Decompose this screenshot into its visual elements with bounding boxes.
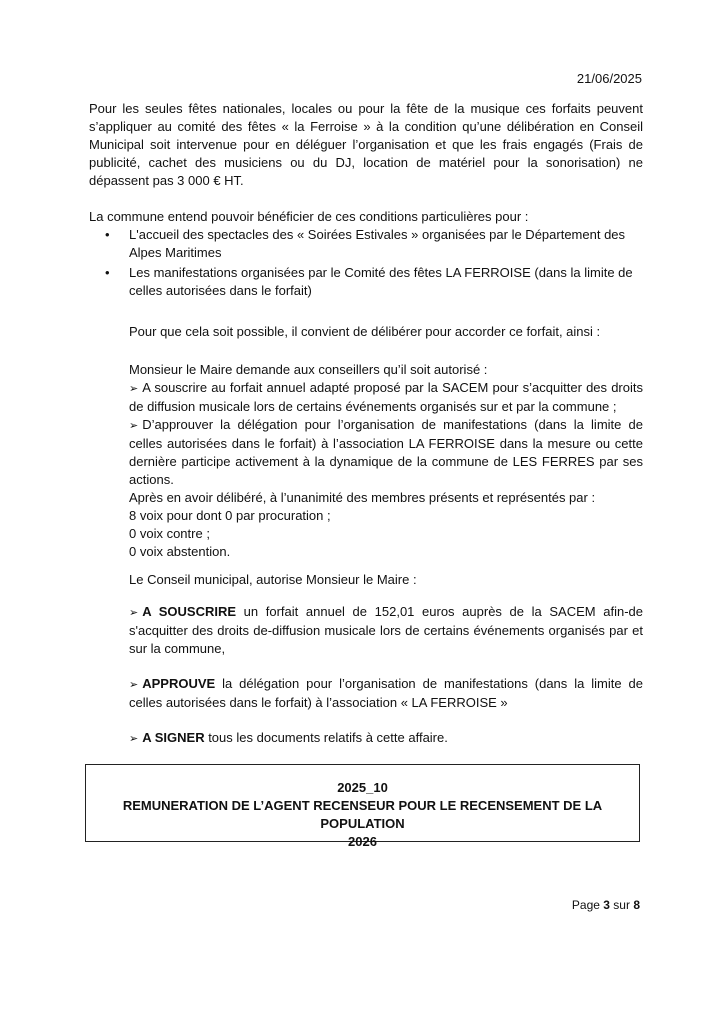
- vote-result: [129, 489, 643, 561]
- mayor-request-item: ➢ A souscrire au forfait annuel adapté proposé par la SACEM pour s’acquitter des droits de diffusion musicale lors de certains événements organisés sur et par la commune ;: [129, 380, 643, 414]
- list-item-text: L'accueil des spectacles des « Soirées Estivales » organisées par le Département des Alpes Maritimes: [129, 227, 626, 260]
- mayor-request-item: ➢ D’approuver la délégation pour l’organisation de manifestations (dans la limite de celles autorisées dans le forfait) à l’association LA FERROISE dans la mesure ou cette dernière participe activement à la dynamique de la commune de LES FERRES par ses actions.: [129, 417, 643, 487]
- section-title: REMUNERATION DE L’AGENT RECENSEUR POUR LE RECENSEMENT DE LA POPULATION: [122, 798, 603, 831]
- list-item-text: Les manifestations organisées par le Comité des fêtes LA FERROISE (dans la limite de celles autorisées dans le forfait): [129, 265, 633, 298]
- conditions-list: [105, 226, 645, 302]
- arrow-icon: ➢: [129, 679, 139, 691]
- paragraph-conditions: La commune entend pouvoir bénéficier de ces conditions particulières pour :: [89, 209, 529, 224]
- paragraph-forfaits: Pour les seules fêtes nationales, locales ou pour la fête de la musique ces forfaits peuvent s’appliquer au comité des fêtes « la Ferroise » à la condition qu’une délibération en Conseil Municipal soit intervenue pour en déléguer l’organisation et que les frais engagés (Frais de publicité, cachet des musiciens ou du DJ, location de matériel pour la sonorisation) ne dépassent pas 3 000 € HT.: [89, 101, 643, 188]
- bullet-icon: •: [105, 265, 110, 280]
- document-date: 21/06/2025: [576, 71, 642, 86]
- arrow-icon: ➢: [129, 420, 139, 432]
- paragraph-deliberer: Pour que cela soit possible, il convient de délibérer pour accorder ce forfait, ainsi :: [129, 324, 601, 339]
- decision-approuve: ➢ APPROUVE la délégation pour l’organisation de manifestations (dans la limite de celles autorisées dans le forfait) à l’association « LA FERROISE »: [129, 676, 643, 710]
- council-intro: Le Conseil municipal, autorise Monsieur le Maire :: [129, 572, 417, 587]
- page-number: Page 3 sur 8: [571, 898, 640, 912]
- list-item: [105, 264, 645, 300]
- decision-signer: ➢ A SIGNER tous les documents relatifs à cette affaire.: [129, 730, 448, 745]
- section-number: 2025_10: [337, 780, 388, 795]
- mayor-request-intro: Monsieur le Maire demande aux conseillers qu’il soit autorisé :: [129, 362, 488, 377]
- section-title-year: 2026: [348, 834, 377, 849]
- vote-abstention: 0 voix abstention.: [129, 544, 231, 559]
- vote-intro: Après en avoir délibéré, à l’unanimité des membres présents et représentés par :: [129, 490, 596, 505]
- vote-for: 8 voix pour dont 0 par procuration ;: [129, 508, 331, 523]
- arrow-icon: ➢: [129, 607, 139, 619]
- arrow-icon: ➢: [129, 733, 139, 745]
- decision-souscrire: ➢ A SOUSCRIRE un forfait annuel de 152,01 euros auprès de la SACEM afin-de s'acquitter des droits de-diffusion musicale lors de certains événements organisés par et sur la commune,: [129, 604, 643, 656]
- arrow-icon: ➢: [129, 383, 139, 395]
- section-title-box: [85, 764, 640, 849]
- mayor-request: [129, 361, 643, 489]
- list-item: [105, 226, 645, 262]
- bullet-icon: •: [105, 227, 110, 242]
- vote-against: 0 voix contre ;: [129, 526, 210, 541]
